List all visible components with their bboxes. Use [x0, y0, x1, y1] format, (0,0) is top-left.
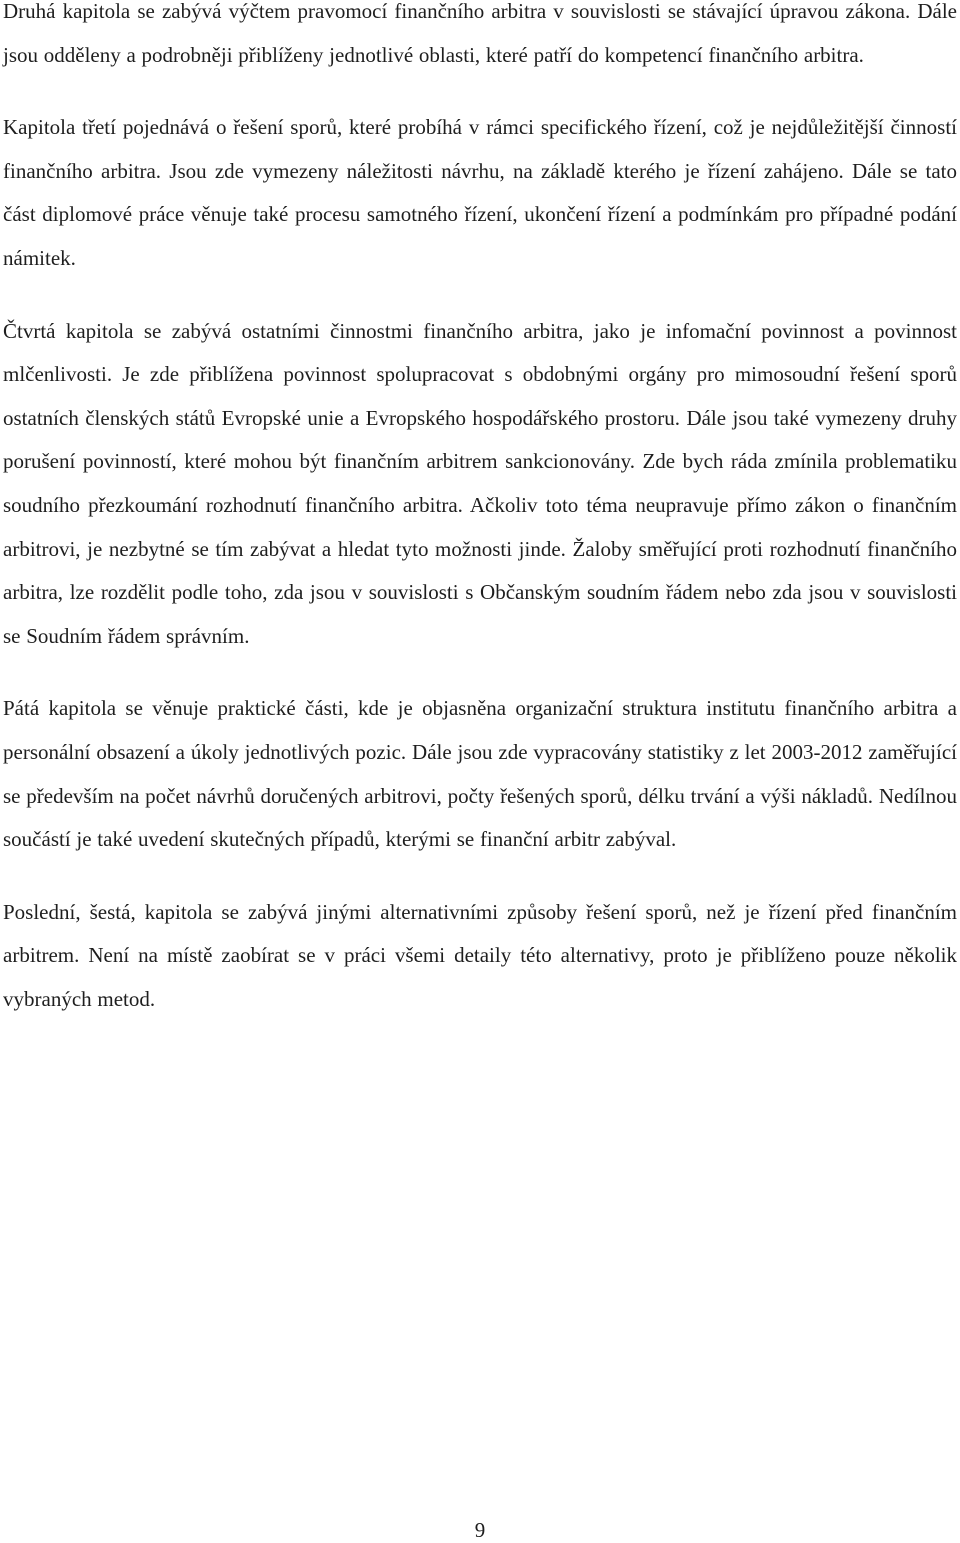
paragraph-chapter-two: Druhá kapitola se zabývá výčtem pravomocí finančního arbitra v souvislosti se stávající úpravou zákona. Dále jsou odděleny a podrobněji přiblíženy jednotlivé oblasti, které patří do kompetencí finančního arbitra. — [3, 0, 957, 67]
paragraph-chapter-four: Čtvrtá kapitola se zabývá ostatními činnostmi finančního arbitra, jako je infomační povinnost a povinnost mlčenlivosti. Je zde přiblížena povinnost spolupracovat s obdobnými orgány pro mimosoudní řešení sporů ostatních členských států Evropské unie a Evropského hospodářského prostoru. Dále jsou také vymezeny druhy porušení povinností, které mohou být finančním arbitrem sankcionovány. Zde bych ráda zmínila problematiku soudního přezkoumání rozhodnutí finančního arbitra. Ačkoliv toto téma neupravuje přímo zákon o finančním arbitrovi, je nezbytné se tím zabývat a hledat tyto možnosti jinde. Žaloby směřující proti rozhodnutí finančního arbitra, lze rozdělit podle toho, zda jsou v souvislosti s Občanským soudním řádem nebo zda jsou v souvislosti se Soudním řádem správním. — [3, 318, 957, 648]
paragraph-gap — [3, 281, 957, 310]
paragraph-chapter-six: Poslední, šestá, kapitola se zabývá jinými alternativními způsoby řešení sporů, než je řízení před finančním arbitrem. Není na místě zaobírat se v práci všemi detaily této alternativy, proto je přiblíženo pouze několik vybraných metod. — [3, 899, 957, 1011]
paragraph-gap — [3, 862, 957, 891]
page-number: 9 — [474, 1518, 486, 1542]
document-body — [3, 0, 957, 1021]
paragraph-gap — [3, 77, 957, 106]
paragraph-chapter-three: Kapitola třetí pojednává o řešení sporů, které probíhá v rámci specifického řízení, což je nejdůležitější činností finančního arbitra. Jsou zde vymezeny náležitosti návrhu, na základě kterého je řízení zahájeno. Dále se tato část diplomové práce věnuje také procesu samotného řízení, ukončení řízení a podmínkám pro případné podání námitek. — [3, 115, 957, 270]
paragraph-gap — [3, 658, 957, 687]
paragraph-chapter-five: Pátá kapitola se věnuje praktické části, kde je objasněna organizační struktura institutu finančního arbitra a personální obsazení a úkoly jednotlivých pozic. Dále jsou zde vypracovány statistiky z let 2003-2012 zaměřující se především na počet návrhů doručených arbitrovi, počty řešených sporů, délku trvání a výši nákladů. Nedílnou součástí je také uvedení skutečných případů, kterými se finanční arbitr zabýval. — [3, 696, 957, 852]
